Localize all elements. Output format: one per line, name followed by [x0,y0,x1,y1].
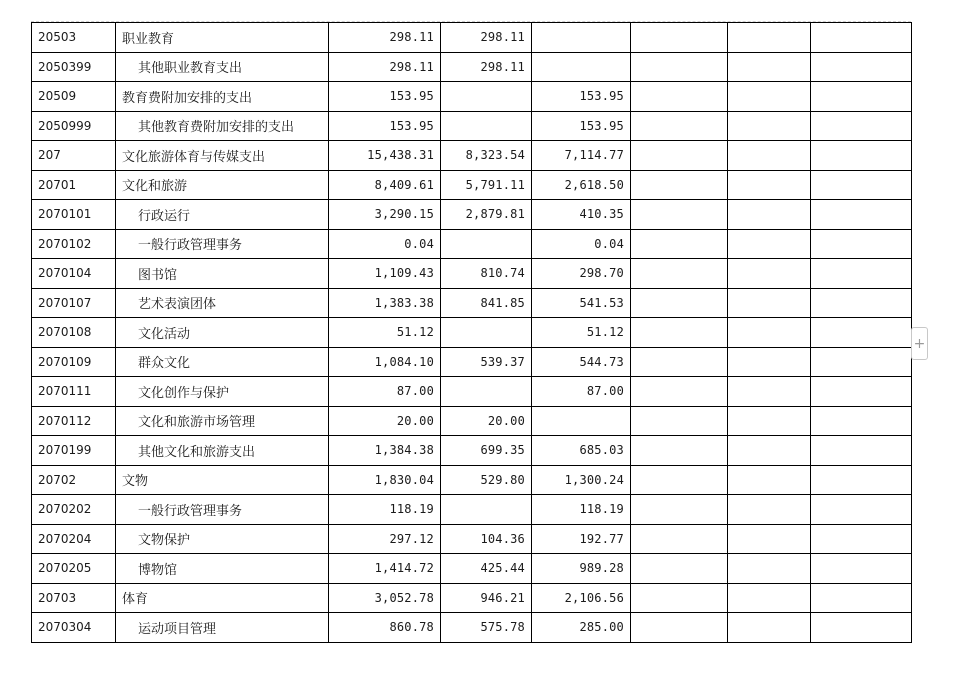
cell-subject-name: 教育费附加安排的支出 [116,82,329,112]
cell-total: 1,084.10 [329,347,441,377]
cell-total: 3,290.15 [329,200,441,230]
table-row [32,229,912,259]
cell-empty [631,465,728,495]
cell-project-expenditure: 192.77 [532,524,631,554]
cell-empty [631,111,728,141]
cell-project-expenditure: 410.35 [532,200,631,230]
cell-subject-code: 2070107 [32,288,116,318]
cell-empty [728,259,811,289]
cell-empty [728,82,811,112]
table-row [32,23,912,53]
cell-project-expenditure: 685.03 [532,436,631,466]
cell-empty [811,200,912,230]
cell-empty [631,347,728,377]
cell-basic-expenditure: 298.11 [441,23,532,53]
cell-subject-code: 2070109 [32,347,116,377]
cell-empty [631,495,728,525]
cell-project-expenditure: 51.12 [532,318,631,348]
table-row [32,465,912,495]
cell-project-expenditure: 153.95 [532,82,631,112]
cell-empty [631,141,728,171]
cell-subject-code: 2070104 [32,259,116,289]
table-row [32,318,912,348]
budget-expenditure-table [31,22,912,643]
table-row [32,52,912,82]
cell-basic-expenditure [441,229,532,259]
cell-empty [631,52,728,82]
cell-empty [631,229,728,259]
cell-total: 0.04 [329,229,441,259]
cell-empty [631,524,728,554]
cell-subject-code: 2070202 [32,495,116,525]
cell-total: 1,109.43 [329,259,441,289]
cell-project-expenditure [532,406,631,436]
cell-empty [811,23,912,53]
cell-project-expenditure: 1,300.24 [532,465,631,495]
cell-total: 3,052.78 [329,583,441,613]
cell-basic-expenditure: 841.85 [441,288,532,318]
plus-icon: + [913,336,926,352]
cell-empty [631,377,728,407]
cell-empty [728,170,811,200]
cell-total: 1,830.04 [329,465,441,495]
table-row [32,259,912,289]
cell-subject-code: 20701 [32,170,116,200]
cell-total: 8,409.61 [329,170,441,200]
cell-empty [811,465,912,495]
cell-basic-expenditure [441,82,532,112]
cell-empty [728,583,811,613]
cell-empty [728,377,811,407]
cell-subject-code: 2050399 [32,52,116,82]
cell-basic-expenditure: 20.00 [441,406,532,436]
cell-empty [811,318,912,348]
table-row [32,347,912,377]
cell-project-expenditure: 989.28 [532,554,631,584]
cell-total: 298.11 [329,52,441,82]
cell-empty [631,23,728,53]
cell-subject-code: 2070199 [32,436,116,466]
cell-basic-expenditure: 575.78 [441,613,532,643]
cell-subject-name: 一般行政管理事务 [116,229,329,259]
cell-basic-expenditure: 8,323.54 [441,141,532,171]
add-column-button[interactable] [911,327,928,360]
cell-subject-code: 2070205 [32,554,116,584]
cell-subject-name: 群众文化 [116,347,329,377]
cell-empty [728,347,811,377]
cell-subject-code: 2070101 [32,200,116,230]
table-row [32,554,912,584]
cell-subject-code: 207 [32,141,116,171]
cell-total: 1,383.38 [329,288,441,318]
cell-project-expenditure: 2,618.50 [532,170,631,200]
cell-empty [728,52,811,82]
cell-empty [811,347,912,377]
cell-empty [728,23,811,53]
cell-empty [631,583,728,613]
cell-subject-code: 2070111 [32,377,116,407]
cell-basic-expenditure: 810.74 [441,259,532,289]
cell-total: 20.00 [329,406,441,436]
cell-empty [631,318,728,348]
cell-subject-name: 职业教育 [116,23,329,53]
cell-basic-expenditure: 104.36 [441,524,532,554]
cell-empty [811,583,912,613]
cell-empty [728,465,811,495]
cell-empty [811,288,912,318]
cell-basic-expenditure: 425.44 [441,554,532,584]
cell-empty [811,82,912,112]
cell-empty [811,377,912,407]
cell-project-expenditure: 87.00 [532,377,631,407]
cell-total: 1,414.72 [329,554,441,584]
cell-subject-name: 运动项目管理 [116,613,329,643]
cell-empty [728,436,811,466]
cell-total: 87.00 [329,377,441,407]
cell-basic-expenditure [441,318,532,348]
cell-project-expenditure: 0.04 [532,229,631,259]
cell-empty [811,111,912,141]
table-row [32,82,912,112]
cell-subject-name: 文化创作与保护 [116,377,329,407]
cell-subject-name: 文化和旅游市场管理 [116,406,329,436]
cell-project-expenditure: 7,114.77 [532,141,631,171]
cell-subject-name: 图书馆 [116,259,329,289]
cell-empty [631,259,728,289]
cell-project-expenditure: 153.95 [532,111,631,141]
cell-project-expenditure [532,52,631,82]
cell-subject-name: 其他文化和旅游支出 [116,436,329,466]
cell-empty [811,436,912,466]
cell-empty [631,82,728,112]
cell-basic-expenditure: 5,791.11 [441,170,532,200]
cell-total: 1,384.38 [329,436,441,466]
cell-total: 153.95 [329,82,441,112]
cell-empty [728,524,811,554]
cell-empty [728,554,811,584]
cell-empty [728,613,811,643]
cell-empty [728,229,811,259]
cell-empty [631,613,728,643]
table-row [32,524,912,554]
cell-empty [811,52,912,82]
cell-subject-name: 文物 [116,465,329,495]
cell-subject-code: 20503 [32,23,116,53]
cell-subject-code: 2070304 [32,613,116,643]
cell-empty [811,524,912,554]
cell-subject-name: 其他职业教育支出 [116,52,329,82]
table-row [32,406,912,436]
cell-subject-name: 其他教育费附加安排的支出 [116,111,329,141]
cell-project-expenditure: 298.70 [532,259,631,289]
cell-project-expenditure: 118.19 [532,495,631,525]
cell-subject-name: 博物馆 [116,554,329,584]
cell-total: 297.12 [329,524,441,554]
cell-basic-expenditure: 2,879.81 [441,200,532,230]
cell-empty [811,259,912,289]
cell-subject-code: 2070112 [32,406,116,436]
cell-total: 118.19 [329,495,441,525]
cell-empty [728,111,811,141]
cell-basic-expenditure [441,495,532,525]
cell-empty [811,554,912,584]
table-row [32,200,912,230]
cell-empty [728,288,811,318]
cell-subject-code: 2070102 [32,229,116,259]
cell-project-expenditure: 541.53 [532,288,631,318]
cell-total: 153.95 [329,111,441,141]
cell-subject-name: 文物保护 [116,524,329,554]
table-row [32,141,912,171]
cell-empty [811,495,912,525]
cell-subject-code: 20702 [32,465,116,495]
cell-subject-name: 行政运行 [116,200,329,230]
cell-empty [811,406,912,436]
cell-empty [631,170,728,200]
cell-subject-name: 体育 [116,583,329,613]
cell-project-expenditure: 2,106.56 [532,583,631,613]
cell-project-expenditure [532,23,631,53]
cell-empty [631,554,728,584]
cell-basic-expenditure: 946.21 [441,583,532,613]
cell-total: 298.11 [329,23,441,53]
cell-empty [631,406,728,436]
cell-subject-name: 文化旅游体育与传媒支出 [116,141,329,171]
cell-project-expenditure: 544.73 [532,347,631,377]
cell-subject-code: 20703 [32,583,116,613]
cell-total: 15,438.31 [329,141,441,171]
cell-empty [811,170,912,200]
table-row [32,436,912,466]
cell-subject-code: 2070108 [32,318,116,348]
table-row [32,613,912,643]
cell-subject-name: 艺术表演团体 [116,288,329,318]
cell-empty [728,200,811,230]
cell-basic-expenditure: 539.37 [441,347,532,377]
cell-subject-name: 文化活动 [116,318,329,348]
cell-subject-code: 2050999 [32,111,116,141]
cell-empty [728,141,811,171]
cell-total: 860.78 [329,613,441,643]
cell-basic-expenditure: 529.80 [441,465,532,495]
cell-subject-name: 一般行政管理事务 [116,495,329,525]
cell-empty [811,229,912,259]
cell-subject-code: 2070204 [32,524,116,554]
cell-total: 51.12 [329,318,441,348]
cell-basic-expenditure: 699.35 [441,436,532,466]
table-row [32,583,912,613]
table-row [32,288,912,318]
cell-empty [811,141,912,171]
cell-basic-expenditure [441,111,532,141]
cell-subject-code: 20509 [32,82,116,112]
cell-basic-expenditure: 298.11 [441,52,532,82]
table-row [32,111,912,141]
table-row [32,377,912,407]
table-body [32,23,912,643]
cell-empty [631,436,728,466]
cell-empty [631,288,728,318]
cell-basic-expenditure [441,377,532,407]
cell-subject-name: 文化和旅游 [116,170,329,200]
cell-empty [811,613,912,643]
table-row [32,495,912,525]
cell-empty [631,200,728,230]
cell-empty [728,406,811,436]
table-row [32,170,912,200]
cell-project-expenditure: 285.00 [532,613,631,643]
cell-empty [728,318,811,348]
cell-empty [728,495,811,525]
